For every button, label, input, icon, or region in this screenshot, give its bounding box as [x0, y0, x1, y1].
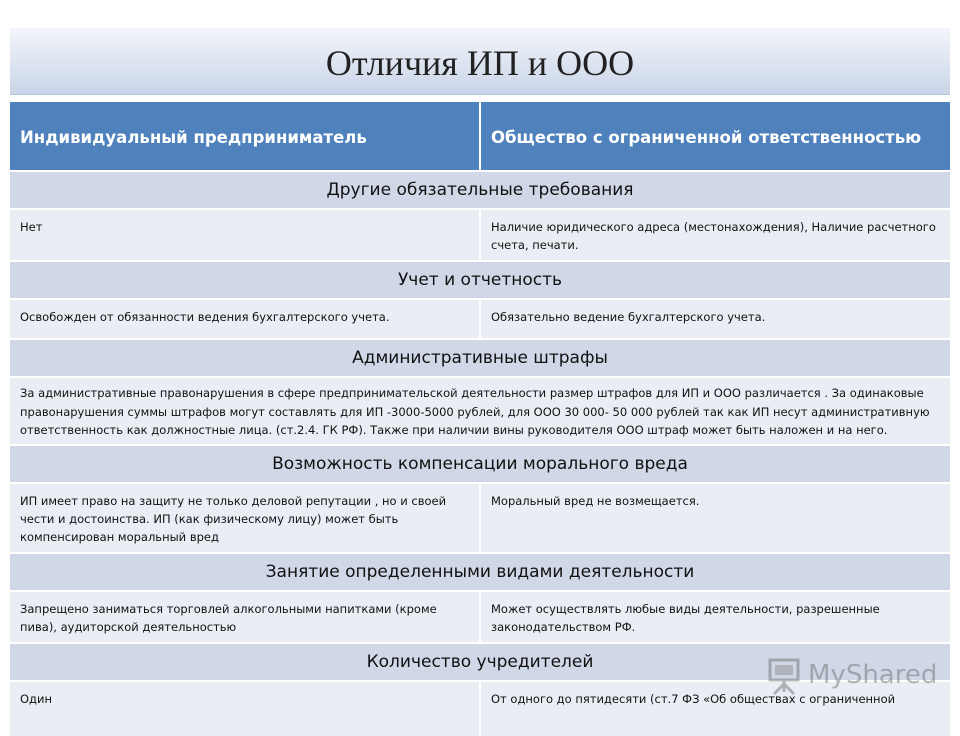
cell-ooo: Моральный вред не возмещается.: [480, 483, 950, 553]
header-ip: Индивидуальный предприниматель: [10, 102, 480, 171]
cell-ooo: Может осуществлять любые виды деятельности, разрешенные законодательством РФ.: [480, 591, 950, 643]
cell-ip: Нет: [10, 209, 480, 261]
section-heading-row: [10, 171, 950, 209]
table-row: [10, 377, 950, 445]
cell-ip: Запрещено заниматься торговлей алкогольными напитками (кроме пива), аудиторской деятельностью: [10, 591, 480, 643]
watermark: [764, 654, 938, 698]
comparison-table: [10, 102, 950, 736]
section-heading-row: [10, 445, 950, 483]
header-ooo: Общество с ограниченной ответственностью: [480, 102, 950, 171]
cell-ooo: Обязательно ведение бухгалтерского учета.: [480, 299, 950, 339]
section-heading-row: [10, 553, 950, 591]
section-heading: Другие обязательные требования: [10, 171, 950, 209]
table-header-row: [10, 102, 950, 171]
cell-ooo: Наличие юридического адреса (местонахождения), Наличие расчетного счета, печати.: [480, 209, 950, 261]
cell-ip: ИП имеет право на защиту не только деловой репутации , но и своей чести и достоинства. ИП (как физическому лицу) может быть компенсирован моральный вред: [10, 483, 480, 553]
cell-full: За административные правонарушения в сфере предпринимательской деятельности размер штрафов для ИП и ООО различается . За одинаковые правонарушения суммы штрафов могут составлять для ИП -3000-5000 рублей, для ООО 30 000- 50 000 рублей так как ИП несут административную ответственность как должностные лица. (ст.2.4. ГК РФ). Также при наличии вины руководителя ООО штраф может быть наложен и на него.: [10, 377, 950, 445]
section-heading: Учет и отчетность: [10, 261, 950, 299]
cell-ip: Освобожден от обязанности ведения бухгалтерского учета.: [10, 299, 480, 339]
watermark-text: MyShared: [808, 660, 938, 690]
page-title: Отличия ИП и ООО: [325, 43, 635, 83]
section-heading: Занятие определенными видами деятельности: [10, 553, 950, 591]
section-heading-row: [10, 339, 950, 377]
section-heading: Количество учредителей: [10, 643, 950, 681]
table-row: [10, 483, 950, 553]
section-heading: Административные штрафы: [10, 339, 950, 377]
cell-ooo: От одного до пятидесяти (ст.7 ФЗ «Об обществах с ограниченной: [480, 681, 950, 736]
section-heading-row: [10, 261, 950, 299]
title-bar: [10, 28, 950, 95]
section-heading: Возможность компенсации морального вреда: [10, 445, 950, 483]
table-row: [10, 591, 950, 643]
cell-ip: Один: [10, 681, 480, 736]
presentation-board-icon: [764, 656, 804, 696]
table-row: [10, 209, 950, 261]
table-row: [10, 299, 950, 339]
